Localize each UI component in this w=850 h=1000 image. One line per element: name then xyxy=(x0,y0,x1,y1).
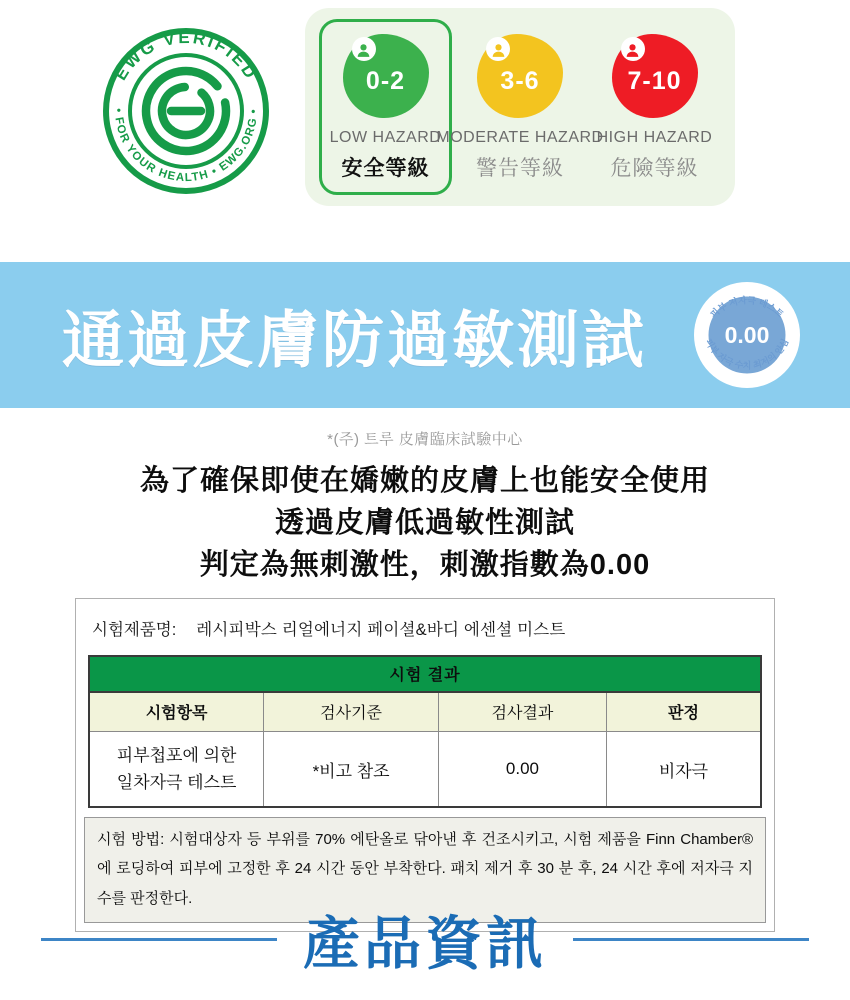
score-badge-icon xyxy=(694,282,800,388)
score-person-icon xyxy=(621,37,645,61)
description-line: 判定為無刺激性，刺激指數為0.00 xyxy=(199,549,651,581)
hazard-scale-panel xyxy=(305,8,735,206)
column-header-row xyxy=(89,692,761,732)
description-block xyxy=(0,460,850,586)
clinic-note: *(주) 트루 皮膚臨床試驗中心 xyxy=(327,431,523,448)
ewg-verified-stamp xyxy=(101,26,271,198)
hazard-label-en: HIGH HAZARD xyxy=(596,129,713,146)
hazard-level-low xyxy=(319,19,452,195)
hazard-label-zh: 警告等級 xyxy=(476,157,564,180)
product-name-row xyxy=(84,609,766,655)
cell-judgement: 비자극 xyxy=(606,732,761,808)
ewg-verified-seal-icon xyxy=(101,26,271,196)
cell-criteria: *비고 참조 xyxy=(264,732,439,808)
stamp-arc-bottom-text: • FOR YOUR HEALTH • EWG.ORG • xyxy=(111,108,261,185)
test-method-note: 시험 방법: 시험대상자 등 부위를 70% 에탄올로 닦아낸 후 건조시키고, 시험 제품을 Finn Chamber®에 로딩하여 피부에 고정한 후 24 시간 동안 부착한다. 패치 제거 후 30 분 후, 24 시간 후에 저자극 지수를 판정한다. xyxy=(84,817,766,923)
test-results-table xyxy=(88,655,762,808)
product-name-label: 시험제품명: xyxy=(92,621,177,639)
score-badge xyxy=(694,282,800,388)
low-hazard-blob xyxy=(343,34,429,118)
score-range: 0-2 xyxy=(365,66,406,95)
score-person-icon xyxy=(486,37,510,61)
hazard-label-zh: 安全等級 xyxy=(341,157,430,180)
hypoallergenic-test-banner xyxy=(0,262,850,408)
section-title: 產品資訊 xyxy=(303,912,547,976)
moderate-hazard-blob xyxy=(477,34,563,118)
stamp-arc-top-text: EWG VERIFIED xyxy=(110,27,262,84)
badge-arc-top-text: 피부 저자극 테스트 xyxy=(708,295,786,320)
col-header-result: 검사결과 xyxy=(438,692,606,732)
description-line: 透過皮膚低過敏性測試 xyxy=(274,507,575,539)
banner-title: 通過皮膚防過敏測試 xyxy=(62,306,648,376)
result-header-cell: 시험 결과 xyxy=(89,656,761,692)
table-row xyxy=(89,732,761,808)
hazard-label-en: LOW HAZARD xyxy=(329,129,442,146)
col-header-judgement: 판정 xyxy=(606,692,761,732)
divider-line xyxy=(573,938,809,941)
table-header-row xyxy=(89,656,761,692)
col-header-item: 시험항목 xyxy=(89,692,264,732)
hazard-level-high xyxy=(588,19,721,195)
description-line: 為了確保即使在嬌嫩的皮膚上也能安全使用 xyxy=(139,465,710,497)
product-name-value: 레시피박스 리얼에너지 페이셜&바디 에센셜 미스트 xyxy=(196,621,566,639)
badge-score: 0.00 xyxy=(724,322,770,348)
test-report-box xyxy=(75,598,775,932)
cell-test-item xyxy=(89,732,264,808)
score-person-icon xyxy=(352,37,376,61)
score-range: 3-6 xyxy=(500,66,540,95)
hazard-label-zh: 危險等級 xyxy=(610,157,699,180)
section-heading xyxy=(0,898,850,980)
badge-arc-bottom-text: 피부 자극 수치 최저의 안심 xyxy=(703,337,791,371)
col-header-criteria: 검사기준 xyxy=(264,692,439,732)
test-item-line: 피부첩포에 의한 xyxy=(116,746,237,765)
hazard-label-en: MODERATE HAZARD xyxy=(436,129,604,146)
high-hazard-blob xyxy=(612,34,698,118)
cell-result: 0.00 xyxy=(438,732,606,808)
hazard-level-moderate xyxy=(436,19,604,195)
test-item-line: 일차자극 테스트 xyxy=(116,773,237,792)
divider-line xyxy=(41,938,277,941)
score-range: 7-10 xyxy=(627,66,682,95)
